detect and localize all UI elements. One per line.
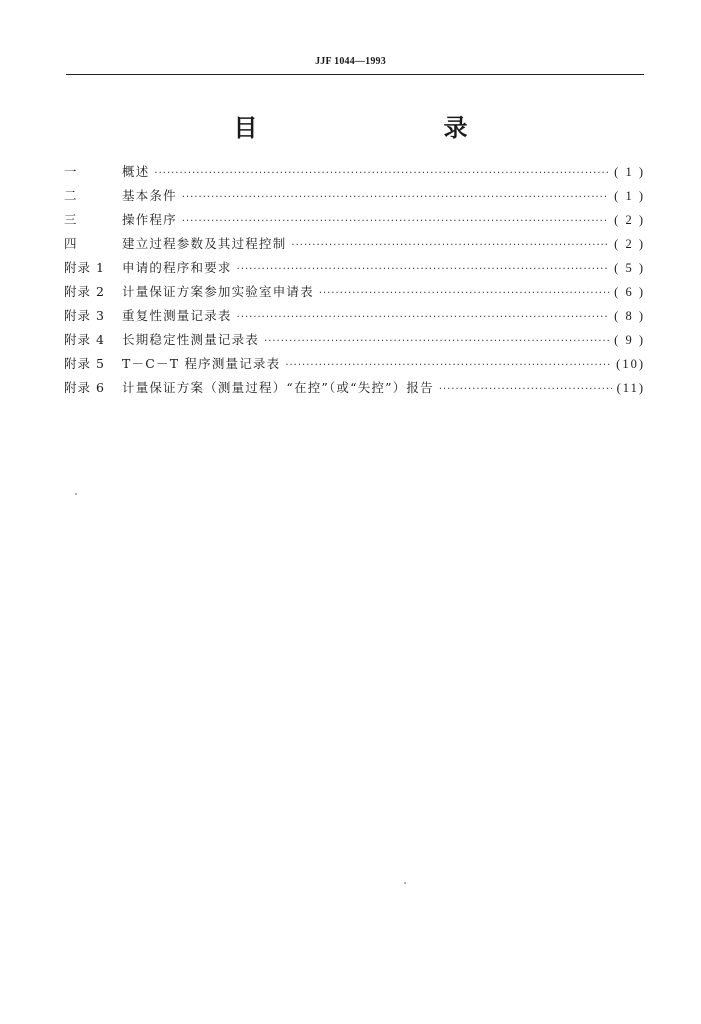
dot-leader: [237, 306, 610, 330]
toc-entry-appendix-6[interactable]: [64, 376, 645, 400]
toc-entry-title: 概述: [122, 164, 150, 179]
toc-entry-label: 附录 1: [64, 260, 105, 275]
toc-entry-basic-conditions[interactable]: [64, 184, 645, 208]
toc-entry-page: ( 1 ): [614, 165, 645, 179]
toc-entry-appendix-5[interactable]: [64, 352, 645, 376]
toc-entry-label: 附录 3: [64, 308, 105, 323]
toc-entry-title: 长期稳定性测量记录表: [122, 332, 260, 347]
toc-entry-title: T－C－T 程序测量记录表: [122, 356, 281, 371]
toc-entry-page: ( 5 ): [614, 261, 645, 275]
toc-entry-title: 操作程序: [122, 212, 177, 227]
toc-entry-page: (10): [616, 357, 645, 371]
dot-leader: [439, 378, 612, 402]
toc-entry-appendix-1[interactable]: [64, 256, 645, 280]
toc-entry-title: 计量保证方案参加实验室申请表: [122, 284, 314, 299]
toc-entry-title: 重复性测量记录表: [122, 308, 232, 323]
dot-leader: [319, 282, 609, 306]
toc-entry-label: 附录 4: [64, 332, 105, 347]
toc-entry-page: ( 2 ): [614, 237, 645, 251]
toc-entry-label: 附录 2: [64, 284, 105, 299]
toc-entry-label: 附录 6: [64, 380, 105, 395]
toc-entry-overview[interactable]: [64, 160, 645, 184]
toc-entry-page: ( 2 ): [614, 213, 645, 227]
dot-leader: [182, 210, 609, 234]
scan-speck: [75, 493, 77, 495]
toc-entry-label: 二: [64, 188, 78, 203]
dot-leader: [182, 186, 609, 210]
toc-entry-page: ( 9 ): [614, 333, 645, 347]
toc-entry-label: 四: [64, 236, 78, 251]
toc-entry-label: 三: [64, 212, 78, 227]
toc-entry-page: ( 1 ): [614, 189, 645, 203]
table-of-contents: [64, 160, 645, 400]
dot-leader: [154, 162, 609, 186]
dot-leader: [264, 330, 609, 354]
header-divider: [66, 74, 644, 75]
dot-leader: [285, 354, 611, 378]
toc-entry-page: (11): [616, 381, 645, 395]
page-title: 目 录: [233, 114, 514, 142]
toc-entry-page: ( 6 ): [614, 285, 645, 299]
toc-entry-appendix-3[interactable]: [64, 304, 645, 328]
dot-leader: [237, 258, 610, 282]
toc-entry-title: 建立过程参数及其过程控制: [122, 236, 287, 251]
toc-entry-label: 附录 5: [64, 356, 105, 371]
toc-entry-process-parameters[interactable]: [64, 232, 645, 256]
toc-entry-page: ( 8 ): [614, 309, 645, 323]
document-code-header: JJF 1044—1993: [315, 56, 386, 67]
toc-entry-title: 基本条件: [122, 188, 177, 203]
toc-entry-title: 申请的程序和要求: [122, 260, 232, 275]
toc-entry-title: 计量保证方案（测量过程）“在控”（或“失控”）报告: [122, 380, 434, 395]
toc-entry-operating-procedure[interactable]: [64, 208, 645, 232]
toc-entry-appendix-4[interactable]: [64, 328, 645, 352]
scan-speck: [404, 882, 406, 884]
dot-leader: [291, 234, 609, 258]
toc-entry-label: 一: [64, 164, 78, 179]
toc-entry-appendix-2[interactable]: [64, 280, 645, 304]
